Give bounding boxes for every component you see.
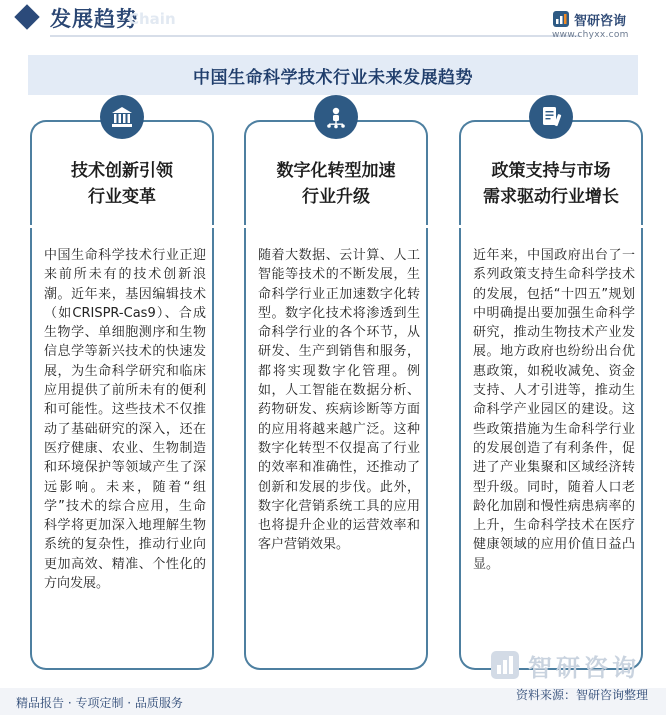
card-body-policy bbox=[459, 228, 643, 670]
brand-url: www.chyxx.com bbox=[552, 30, 629, 40]
footer-slogan: 精品报告 · 专项定制 · 品质服务 bbox=[16, 696, 183, 710]
brand-mark-icon bbox=[552, 10, 570, 28]
section-title: 发展趋势 bbox=[50, 6, 138, 31]
footer-logo-mark-icon bbox=[490, 650, 520, 680]
main-title-banner bbox=[28, 55, 638, 95]
card-text: 随着大数据、云计算、人工智能等技术的不断发展，生命科学行业正加速数字化转型。数字化技术将渗透到生命科学行业的各个环节，从研发、生产到销售和服务，都将实现数字化管理。例如，人工智能在数据分析、药物研发、疾病诊断等方面的应用将越来越广泛。这种数字化转型不仅提高了行业的效率和准确性，还推动了创新和发展的步伐。此外，数字化营销系统工具的应用也将提升企业的运营效率和客户营销效果。 bbox=[258, 248, 420, 553]
header-divider bbox=[50, 35, 580, 37]
card-text: 近年来，中国政府出台了一系列政策支持生命科学技术的发展，包括“十四五”规划中明确提出要加强生命科学研究，推动生物技术产业发展。地方政府也纷纷出台优惠政策，如税收减免、资金支持、人才引进等，推动生命科学产业园区的建设。这些政策措施为生命科学行业的发展创造了有利条件，促进了产业集聚和区域经济转型升级。同时，随着人口老龄化加剧和慢性病患病率的上升，生命科学技术在医疗健康领域的应用价值日益凸显。 bbox=[473, 248, 635, 572]
ghost-watermark-text: Chain bbox=[128, 10, 176, 28]
main-title: 中国生命科学技术行业未来发展趋势 bbox=[193, 67, 473, 88]
section-diamond-icon bbox=[14, 4, 39, 29]
footer-source: 资料来源：智研咨询整理 bbox=[515, 688, 648, 702]
policy-document-icon bbox=[529, 95, 573, 139]
card-body-digital bbox=[244, 228, 428, 670]
brand-logo bbox=[552, 8, 652, 38]
footer-logo-name: 智研咨询 bbox=[528, 654, 640, 682]
card-body-technology bbox=[30, 228, 214, 670]
card-title: 政策支持与市场 需求驱动行业增长 bbox=[483, 161, 619, 207]
bank-icon bbox=[100, 95, 144, 139]
card-text: 中国生命科学技术行业正迎来前所未有的技术创新浪潮。近年来，基因编辑技术（如CRISPR-Cas9）、合成生物学、单细胞测序和生物信息学等新兴技术的快速发展，为生命科学研究和临床应用提供了前所未有的便利和可能性。这些技术不仅推动了基础研究的深入，还在医疗健康、农业、生物制造和环境保护等领域产生了深远影响。未来，随着“组学”技术的综合应用，生命科学将更加深入地理解生物系统的复杂性，推动行业向更加高效、精准、个性化的方向发展。 bbox=[44, 248, 206, 592]
card-title: 数字化转型加速 行业升级 bbox=[276, 161, 396, 207]
brand-name: 智研咨询 bbox=[574, 14, 627, 29]
card-title: 技术创新引领 行业变革 bbox=[71, 161, 173, 207]
digital-network-icon bbox=[314, 95, 358, 139]
footer-logo bbox=[490, 648, 640, 682]
